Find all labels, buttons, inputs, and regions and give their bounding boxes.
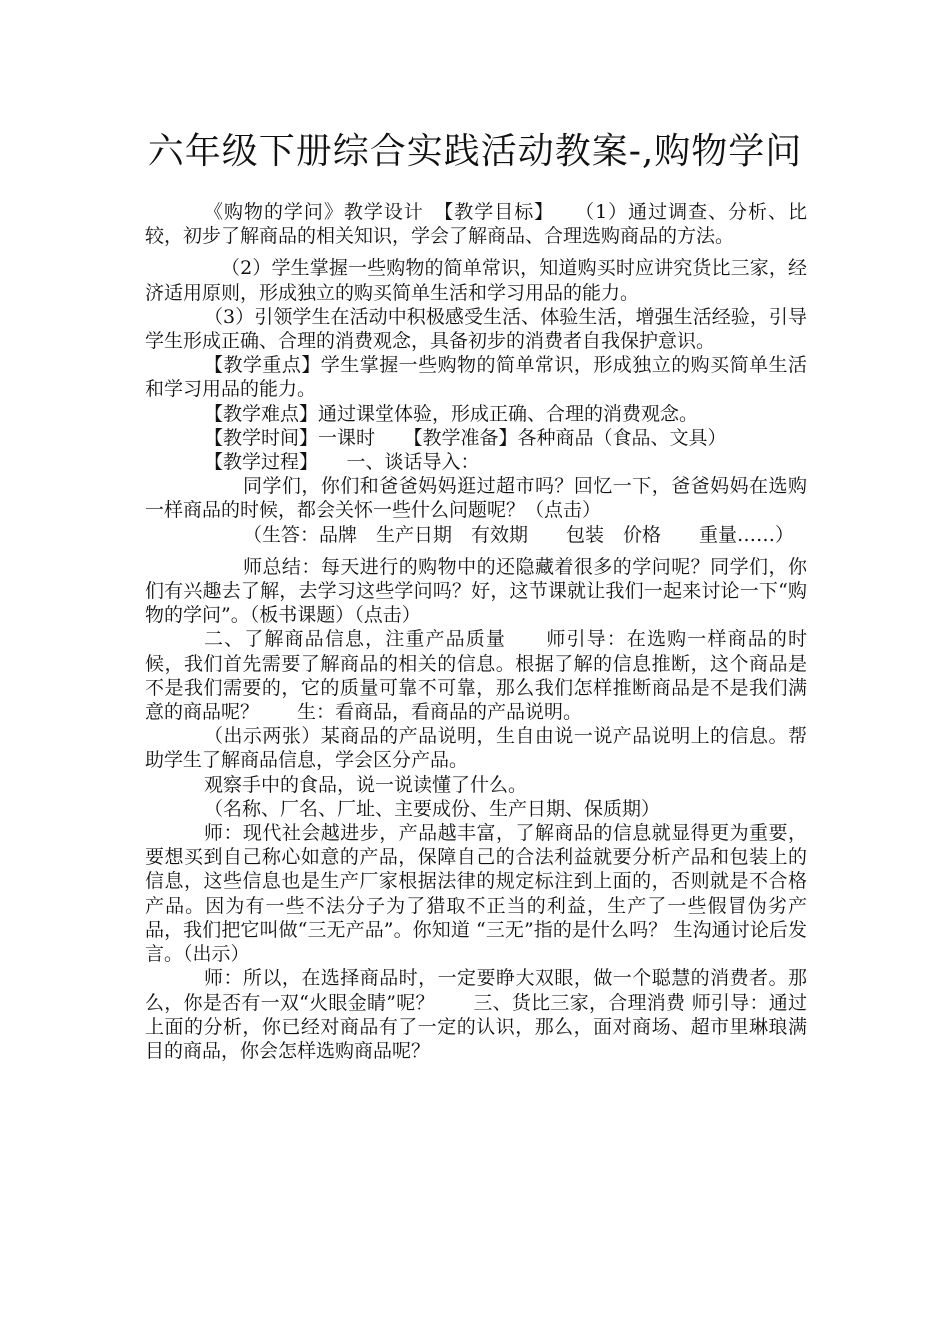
paragraph-objective-3: （3）引领学生在活动中积极感受生活、体验生活，增强生活经验，引导学生形成正确、合理的消费观念，具备初步的消费者自我保护意识。: [145, 305, 807, 353]
paragraph-time-preparation: 【教学时间】一课时 【教学准备】各种商品（食品、文具）: [204, 426, 727, 449]
paragraph-key-point: 【教学重点】学生掌握一些购物的简单常识，形成独立的购买简单生活和学习用品的能力。: [145, 354, 807, 401]
paragraph-teaching-design: 《购物的学问》教学设计 【教学目标】 （1）通过调查、分析、比较，初步了解商品的相关知识，学会了解商品、合理选购商品的方法。: [145, 201, 807, 248]
paragraph-section-two: 二、了解商品信息，注重产品质量 师引导：在选购一样商品的时候，我们首先需要了解商品的相关的信息。根据了解的信息推断，这个商品是不是我们需要的，它的质量可靠不可靠，那么我们怎样推断商品是不是我们满意的商品呢？ 生：看商品，看商品的产品说明。: [145, 628, 807, 724]
paragraph-process-heading: 【教学过程】 一、谈话导入：: [204, 451, 480, 474]
paragraph-product-description: （出示两张）某商品的产品说明，生自由说一说产品说明上的信息。帮助学生了解商品信息，学会区分产品。: [145, 725, 807, 772]
paragraph-section-three: 师：所以，在选择商品时，一定要睁大双眼，做一个聪慧的消费者。那么，你是否有一双“火眼金睛”呢？ 三、货比三家，合理消费 师引导：通过上面的分析，你已经对商品有了一定的认识，那么，面对商场、超市里琳琅满目的商品，你会怎样选购商品呢？: [145, 967, 807, 1062]
document-body: [145, 200, 807, 1063]
paragraph-student-answer: （生答：品牌 生产日期 有效期 包装 价格 重量……）: [243, 523, 795, 546]
document-title: 六年级下册综合实践活动教案-,购物学问: [147, 131, 803, 172]
paragraph-objective-2: （2）学生掌握一些购物的简单常识，知道购买时应讲究货比三家，经济适用原则，形成独立的购买简单生活和学习用品的能力。: [145, 257, 807, 304]
paragraph-difficulty: 【教学难点】通过课堂体验，形成正确、合理的消费观念。: [204, 402, 699, 425]
paragraph-three-no-products: 师：现代社会越进步，产品越丰富，了解商品的信息就显得更为重要，要想买到自己称心如意的产品，保障自己的合法利益就要分析产品和包装上的信息，这些信息也是生产厂家根据法律的规定标注到上面的，否则就是不合格产品。因为有一些不法分子为了猎取不正当的利益，生产了一些假冒伪劣产品，我们把它叫做“三无产品”。你知道 “三无”指的是什么吗？ 生沟通讨论后发言。（出示）: [145, 822, 807, 966]
paragraph-label-items: （名称、厂名、厂址、主要成份、生产日期、保质期）: [204, 797, 661, 820]
paragraph-observe-food: 观察手中的食品，说一说读懂了什么。: [204, 773, 528, 796]
paragraph-teacher-summary: 师总结：每天进行的购物中的还隐藏着很多的学问呢？同学们，你们有兴趣去了解，去学习这些学问吗？好，这节课就让我们一起来讨论一下“购物的学问”。（板书课题）（点击）: [145, 555, 807, 627]
paragraph-intro-question: 同学们，你们和爸爸妈妈逛过超市吗？回忆一下，爸爸妈妈在选购一样商品的时候，都会关怀一些什么问题呢？（点击）: [145, 475, 807, 522]
